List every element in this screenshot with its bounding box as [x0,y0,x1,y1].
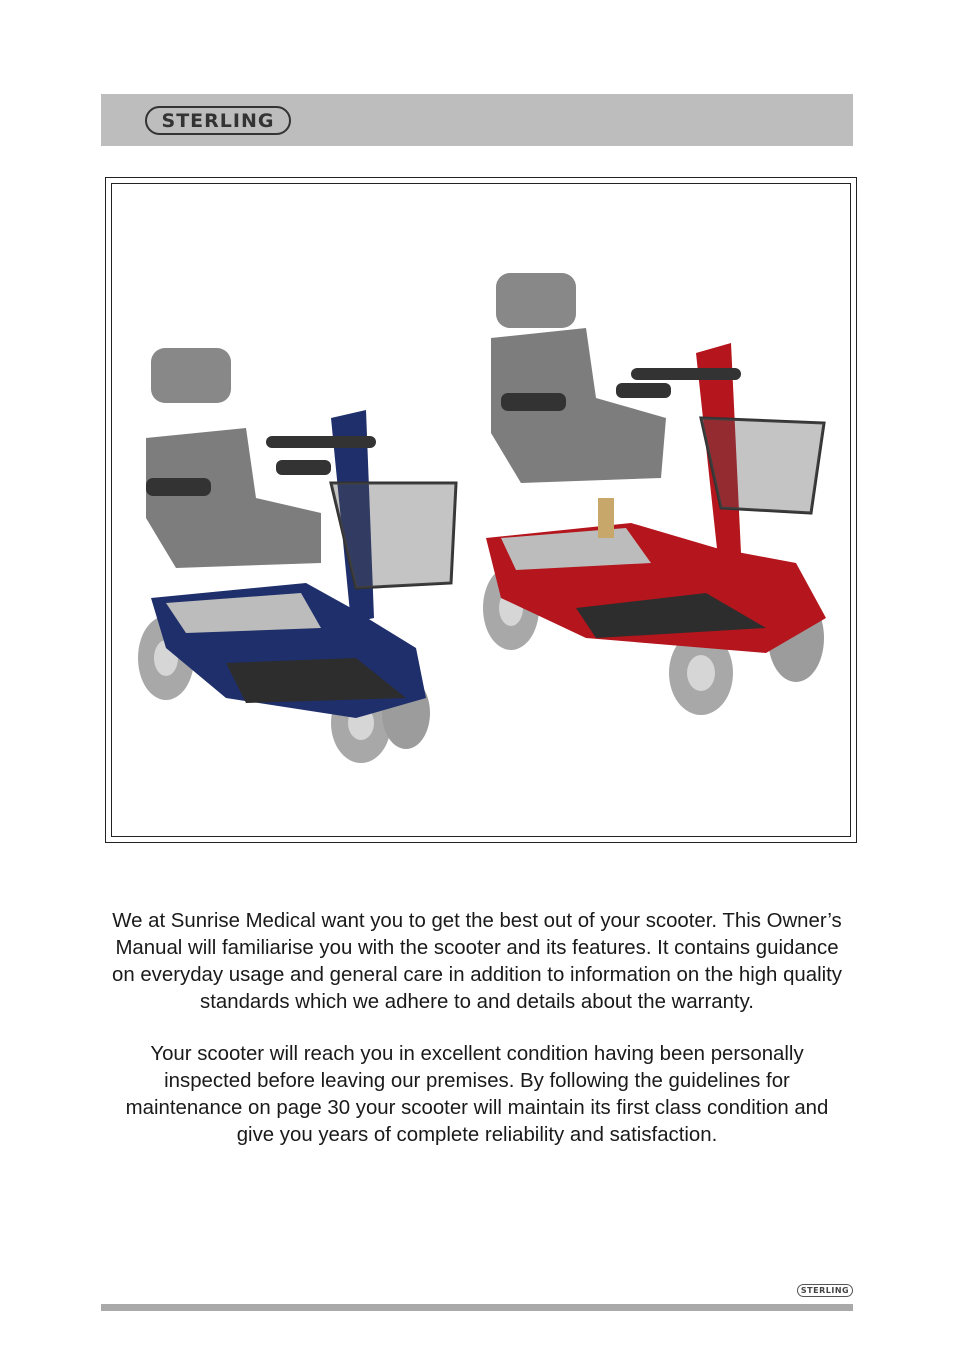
intro-paragraph-2: Your scooter will reach you in excellent condition having been personally inspected before leaving our premises. By following the guidelines for maintenance on page 30 your scooter will maintain its first class condition and give you years of complete reliability and satisfaction. [125,1043,829,1146]
sterling-logo: STERLING [145,106,291,135]
header-bar [101,94,853,146]
product-photo-frame [105,177,857,843]
blue-headrest [151,348,231,403]
footer-sterling-logo: STERLING [797,1284,853,1297]
red-scooter [483,273,826,715]
scooter-illustration [106,178,858,844]
footer-bar [101,1304,853,1311]
blue-seat [146,428,321,568]
intro-paragraph-1: We at Sunrise Medical want you to get the best out of your scooter. This Owner’s Manual will familiarise you with the scooter and its features. It contains guidance on everyday usage and general care in addition to information on the high quality standards which we adhere to and details about the warranty. [111,910,843,1013]
intro-text [108,908,846,1174]
blue-scooter [138,348,456,763]
red-headrest [496,273,576,328]
